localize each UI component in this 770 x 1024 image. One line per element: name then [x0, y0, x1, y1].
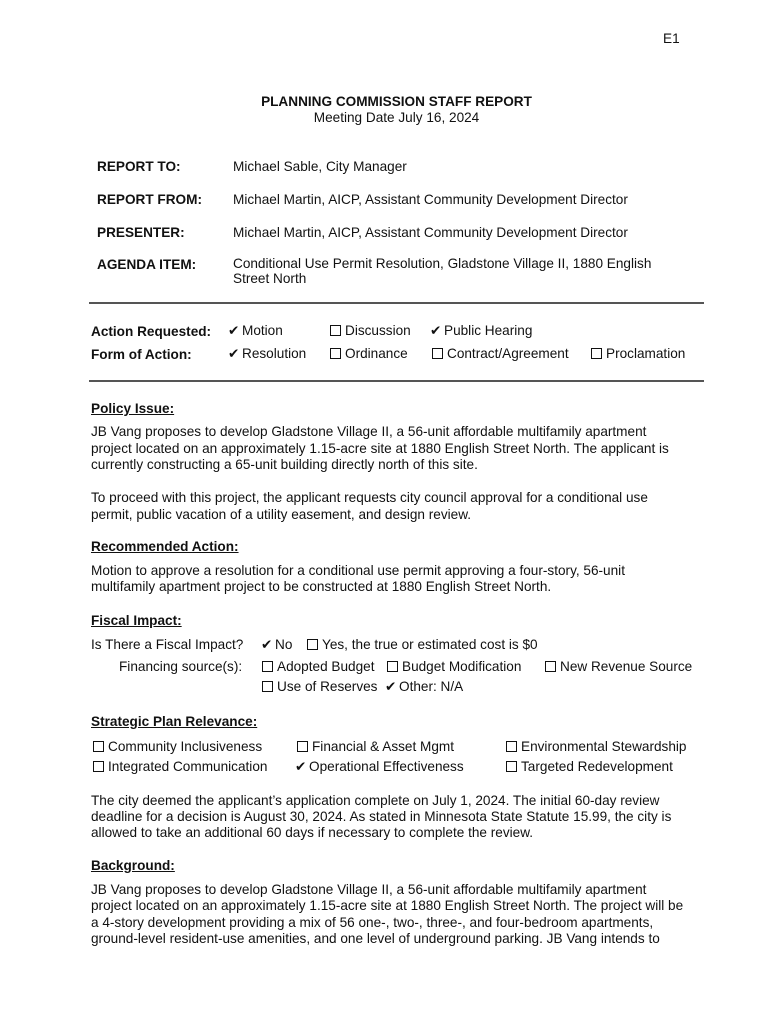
report-from-label: REPORT FROM:: [97, 192, 202, 207]
financing-source-label: Financing source(s):: [119, 659, 243, 674]
checkbox-icon: [506, 761, 517, 772]
strategic-plan-para-line3: allowed to take an additional 60 days if necessary to complete the review.: [91, 825, 534, 840]
background-line3: a 4-story development providing a mix of 56 one-, two-, three-, and four-bedroom apartments,: [91, 915, 654, 930]
agenda-item-value-line1: Conditional Use Permit Resolution, Gladstone Village II, 1880 English: [233, 256, 652, 271]
background-line2: project located on an approximately 1.15-acre site at 1880 English Street North. The project will be: [91, 898, 684, 913]
option-ordinance[interactable]: Ordinance: [330, 346, 408, 361]
checkbox-icon: [387, 661, 398, 672]
report-title: PLANNING COMMISSION STAFF REPORT: [261, 94, 532, 109]
policy-issue-para2-line1: To proceed with this project, the applicant requests city council approval for a conditional use: [91, 490, 648, 505]
report-to-value: Michael Sable, City Manager: [233, 159, 407, 174]
source-use-of-reserves[interactable]: Use of Reserves: [262, 679, 377, 694]
policy-issue-para1-line2: project located on an approximately 1.15-acre site at 1880 English Street North. The applicant is: [91, 441, 669, 456]
check-icon: ✔: [295, 759, 307, 774]
option-motion[interactable]: ✔ Motion: [228, 323, 283, 338]
strategic-plan-heading: Strategic Plan Relevance:: [91, 714, 258, 729]
fiscal-no[interactable]: ✔ No: [261, 637, 293, 652]
fiscal-yes[interactable]: Yes, the true or estimated cost is $0: [307, 637, 538, 652]
policy-issue-para2-line2: permit, public vacation of a utility easement, and design review.: [91, 507, 472, 522]
form-of-action-label: Form of Action:: [91, 347, 192, 362]
checkbox-icon: [307, 639, 318, 650]
checkbox-icon: [330, 325, 341, 336]
action-requested-label: Action Requested:: [91, 324, 212, 339]
plan-community-inclusiveness[interactable]: Community Inclusiveness: [93, 739, 262, 754]
checkbox-icon: [545, 661, 556, 672]
check-icon: ✔: [430, 323, 442, 338]
source-budget-modification[interactable]: Budget Modification: [387, 659, 521, 674]
checkbox-icon: [591, 348, 602, 359]
check-icon: ✔: [261, 637, 273, 652]
recommended-action-heading: Recommended Action:: [91, 539, 239, 554]
recommended-action-line1: Motion to approve a resolution for a conditional use permit approving a four-story, 56-unit: [91, 563, 625, 578]
background-line1: JB Vang proposes to develop Gladstone Village II, a 56-unit affordable multifamily apartment: [91, 882, 647, 897]
source-adopted-budget[interactable]: Adopted Budget: [262, 659, 375, 674]
agenda-item-value-line2: Street North: [233, 271, 307, 286]
agenda-item-label: AGENDA ITEM:: [97, 257, 197, 272]
background-heading: Background:: [91, 858, 175, 873]
checkbox-icon: [93, 761, 104, 772]
source-other[interactable]: ✔ Other: N/A: [385, 679, 464, 694]
presenter-label: PRESENTER:: [97, 225, 185, 240]
checkbox-icon: [262, 681, 273, 692]
checkbox-icon: [432, 348, 443, 359]
option-discussion[interactable]: Discussion: [330, 323, 411, 338]
divider-bottom: [89, 380, 704, 382]
checkbox-icon: [262, 661, 273, 672]
plan-integrated-communication[interactable]: Integrated Communication: [93, 759, 267, 774]
presenter-value: Michael Martin, AICP, Assistant Community Development Director: [233, 225, 628, 240]
fiscal-impact-heading: Fiscal Impact:: [91, 613, 182, 628]
divider-top: [89, 302, 704, 304]
policy-issue-para1-line3: currently constructing a 65-unit building directly north of this site.: [91, 457, 478, 472]
check-icon: ✔: [228, 323, 240, 338]
option-resolution[interactable]: ✔ Resolution: [228, 346, 307, 361]
report-from-value: Michael Martin, AICP, Assistant Community Development Director: [233, 192, 628, 207]
policy-issue-para1-line1: JB Vang proposes to develop Gladstone Village II, a 56-unit affordable multifamily apartment: [91, 424, 647, 439]
source-new-revenue[interactable]: New Revenue Source: [545, 659, 692, 674]
strategic-plan-para-line2: deadline for a decision is August 30, 2024. As stated in Minnesota State Statute 15.99, the city is: [91, 809, 672, 824]
checkbox-icon: [330, 348, 341, 359]
checkbox-icon: [93, 741, 104, 752]
checkbox-icon: [506, 741, 517, 752]
strategic-plan-para-line1: The city deemed the applicant’s application complete on July 1, 2024. The initial 60-day review: [91, 793, 660, 808]
page-number: E1: [663, 31, 680, 46]
fiscal-question: Is There a Fiscal Impact?: [91, 637, 244, 652]
checkbox-icon: [297, 741, 308, 752]
meeting-date: Meeting Date July 16, 2024: [313, 110, 480, 125]
report-to-label: REPORT TO:: [97, 159, 181, 174]
plan-environmental-stewardship[interactable]: Environmental Stewardship: [506, 739, 686, 754]
background-line4: ground-level resident-use amenities, and one level of underground parking. JB Vang intends to: [91, 931, 660, 946]
check-icon: ✔: [385, 679, 397, 694]
check-icon: ✔: [228, 346, 240, 361]
option-contract-agreement[interactable]: Contract/Agreement: [432, 346, 569, 361]
recommended-action-line2: multifamily apartment project to be constructed at 1880 English Street North.: [91, 579, 552, 594]
option-public-hearing[interactable]: ✔ Public Hearing: [430, 323, 533, 338]
option-proclamation[interactable]: Proclamation: [591, 346, 685, 361]
plan-operational-effectiveness[interactable]: ✔ Operational Effectiveness: [295, 759, 464, 774]
policy-issue-heading: Policy Issue:: [91, 401, 175, 416]
plan-targeted-redevelopment[interactable]: Targeted Redevelopment: [506, 759, 673, 774]
plan-financial-asset-mgmt[interactable]: Financial & Asset Mgmt: [297, 739, 454, 754]
